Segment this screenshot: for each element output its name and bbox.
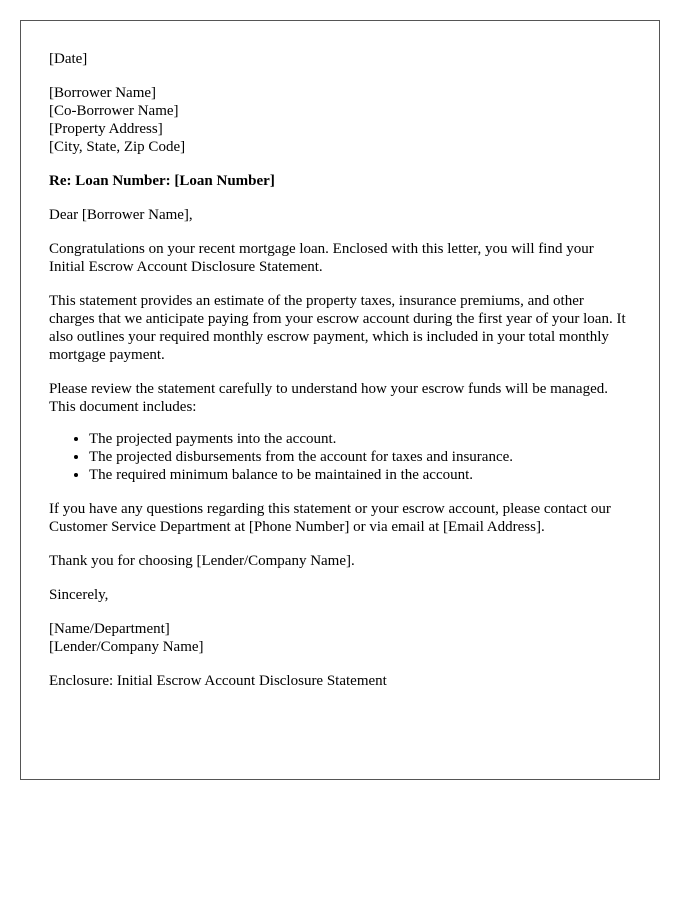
date-text: [Date] — [49, 51, 88, 67]
paragraph-review-request: Please review the statement carefully to understand how your escrow funds will be managed. This document includes: — [49, 381, 608, 415]
borrower-name: [Borrower Name] — [49, 85, 157, 101]
signature-name-department: [Name/Department] — [49, 621, 170, 637]
letter-page — [20, 20, 660, 780]
includes-list — [49, 430, 631, 484]
city-state-zip: [City, State, Zip Code] — [49, 139, 186, 155]
co-borrower-name: [Co-Borrower Name] — [49, 103, 179, 119]
recipient-address-block — [49, 84, 631, 156]
closing: Sincerely, — [49, 587, 109, 603]
signature-block — [49, 620, 631, 656]
property-address: [Property Address] — [49, 121, 163, 137]
signature-company-name: [Lender/Company Name] — [49, 639, 204, 655]
list-item: • The required minimum balance to be maintained in the account. — [89, 466, 631, 484]
paragraph-congratulations: Congratulations on your recent mortgage loan. Enclosed with this letter, you will find your Initial Escrow Account Disclosure Statement. — [49, 241, 594, 275]
salutation: Dear [Borrower Name], — [49, 207, 193, 223]
list-item: • The projected payments into the account. — [89, 430, 631, 448]
enclosure-line: Enclosure: Initial Escrow Account Disclosure Statement — [49, 673, 387, 689]
paragraph-statement-overview: This statement provides an estimate of the property taxes, insurance premiums, and other charges that we anticipate paying from your escrow account during the first year of your loan. It also outlines your required monthly escrow payment, which is included in your total monthly mortgage payment. — [49, 293, 626, 363]
date-line — [49, 50, 631, 68]
paragraph-contact: If you have any questions regarding this statement or your escrow account, please contact our Customer Service Department at [Phone Number] or via email at [Email Address]. — [49, 501, 611, 535]
list-item: • The projected disbursements from the account for taxes and insurance. — [89, 448, 631, 466]
subject-line: Re: Loan Number: [Loan Number] — [49, 173, 275, 189]
paragraph-thank-you: Thank you for choosing [Lender/Company Name]. — [49, 553, 355, 569]
